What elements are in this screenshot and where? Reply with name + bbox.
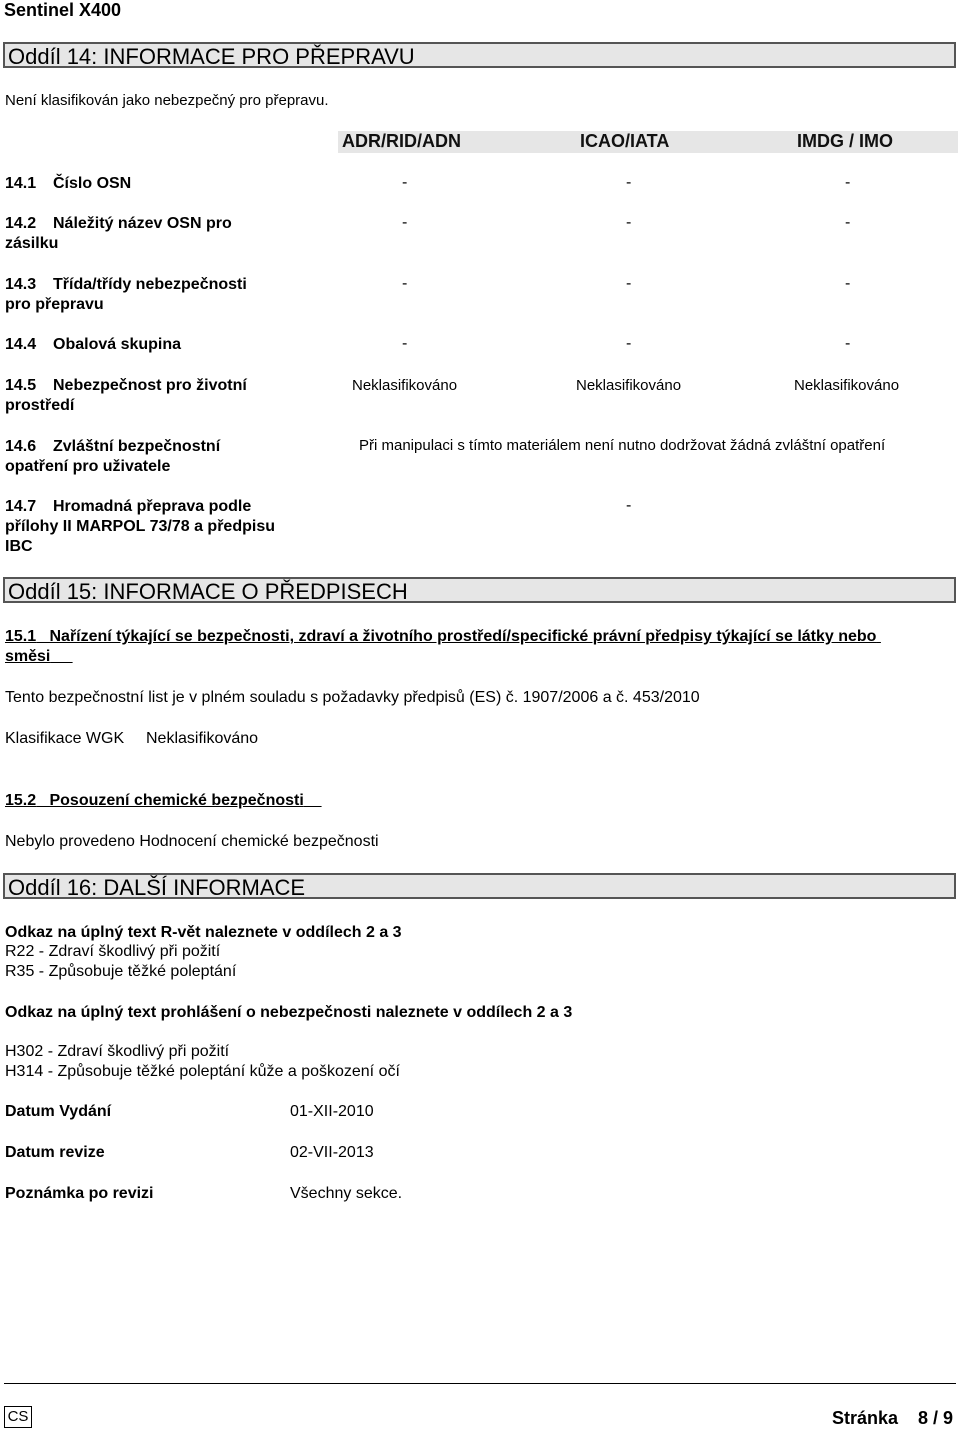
column-icao: ICAO/IATA	[580, 131, 670, 151]
section-14-heading	[3, 42, 956, 68]
row-14-3-adr: -	[402, 275, 408, 292]
sub-15-2-title: 15.2 Posouzení chemické bezpečnosti	[5, 792, 304, 809]
column-adr: ADR/RID/ADN	[342, 131, 461, 151]
row-14-5-label: 14.5 Nebezpečnost pro životní prostředí	[5, 377, 247, 414]
h-statement-line: H302 - Zdraví škodlivý při požití	[5, 1043, 230, 1060]
row-14-6-label: 14.6 Zvláštní bezpečnostní opatření pro uživatele	[5, 438, 221, 475]
row-14-5-adr: Neklasifikováno	[352, 377, 458, 394]
column-imdg: IMDG / IMO	[797, 131, 893, 151]
row-14-4-adr: -	[402, 335, 408, 352]
row-14-4-imdg: -	[845, 335, 851, 352]
section-15-heading	[3, 577, 956, 603]
row-14-3-imdg: -	[845, 275, 851, 292]
revision-date-value: 02-VII-2013	[290, 1144, 374, 1161]
row-14-4-label: 14.4 Obalová skupina	[5, 336, 182, 353]
section-15-title: Oddíl 15: INFORMACE O PŘEDPISECH	[8, 579, 408, 604]
row-14-4-icao: -	[626, 335, 632, 352]
language-code: CS	[4, 1406, 32, 1428]
section-16-title: Oddíl 16: DALŠÍ INFORMACE	[8, 875, 306, 900]
regulation-statement: Tento bezpečnostní list je v plném souladu s požadavky předpisů (ES) č. 1907/2006 a č. 453/2010	[5, 689, 700, 706]
row-14-2-icao: -	[626, 214, 632, 231]
product-name: Sentinel X400	[4, 0, 122, 20]
issue-date-label: Datum Vydání	[5, 1103, 112, 1120]
page-number: 8 / 9	[918, 1408, 954, 1428]
row-14-2-adr: -	[402, 214, 408, 231]
row-14-5-icao: Neklasifikováno	[576, 377, 682, 394]
revision-note-label: Poznámka po revizi	[5, 1185, 154, 1202]
h-statements-heading: Odkaz na úplný text prohlášení o nebezpečnosti naleznete v oddílech 2 a 3	[5, 1004, 573, 1021]
r-phrase-line: R35 - Způsobuje těžké poleptání	[5, 963, 237, 980]
row-14-1-adr: -	[402, 174, 408, 191]
row-14-6-value: Při manipulaci s tímto materiálem není nutno dodržovat žádná zvláštní opatření	[359, 437, 886, 454]
sub-15-1-title-cont: směsi	[5, 648, 51, 665]
h-statement-line: H314 - Způsobuje těžké poleptání kůže a poškození očí	[5, 1063, 400, 1080]
sub-15-1-title: 15.1 Nařízení týkající se bezpečnosti, zdraví a životního prostředí/specifické právní předpisy týkající se látky nebo	[5, 628, 877, 645]
page-label: Stránka	[832, 1408, 899, 1428]
section-16-heading	[3, 873, 956, 899]
row-14-2-label: 14.2 Náležitý název OSN pro zásilku	[5, 215, 232, 252]
row-14-2-imdg: -	[845, 214, 851, 231]
r-phrases-heading: Odkaz na úplný text R-vět naleznete v oddílech 2 a 3	[5, 924, 402, 941]
wgk-value: Neklasifikováno	[146, 730, 259, 747]
row-14-5-imdg: Neklasifikováno	[794, 377, 900, 394]
row-14-1-label: 14.1 Číslo OSN	[5, 175, 132, 192]
revision-note-value: Všechny sekce.	[290, 1185, 403, 1202]
footer-divider	[4, 1383, 956, 1384]
revision-date-label: Datum revize	[5, 1144, 105, 1161]
chemical-safety-text: Nebylo provedeno Hodnocení chemické bezpečnosti	[5, 833, 379, 850]
row-14-3-label: 14.3 Třída/třídy nebezpečnosti pro přepravu	[5, 276, 247, 313]
issue-date-value: 01-XII-2010	[290, 1103, 374, 1120]
row-14-7-label: 14.7 Hromadná přeprava podle přílohy II MARPOL 73/78 a předpisu IBC	[5, 498, 275, 555]
row-14-1-icao: -	[626, 174, 632, 191]
row-14-3-icao: -	[626, 275, 632, 292]
transport-intro: Není klasifikován jako nebezpečný pro přepravu.	[5, 92, 329, 109]
r-phrase-line: R22 - Zdraví škodlivý při požití	[5, 943, 221, 960]
wgk-label: Klasifikace WGK	[5, 730, 125, 747]
row-14-1-imdg: -	[845, 174, 851, 191]
section-14-title: Oddíl 14: INFORMACE PRO PŘEPRAVU	[8, 44, 415, 69]
row-14-7-value: -	[626, 497, 632, 514]
